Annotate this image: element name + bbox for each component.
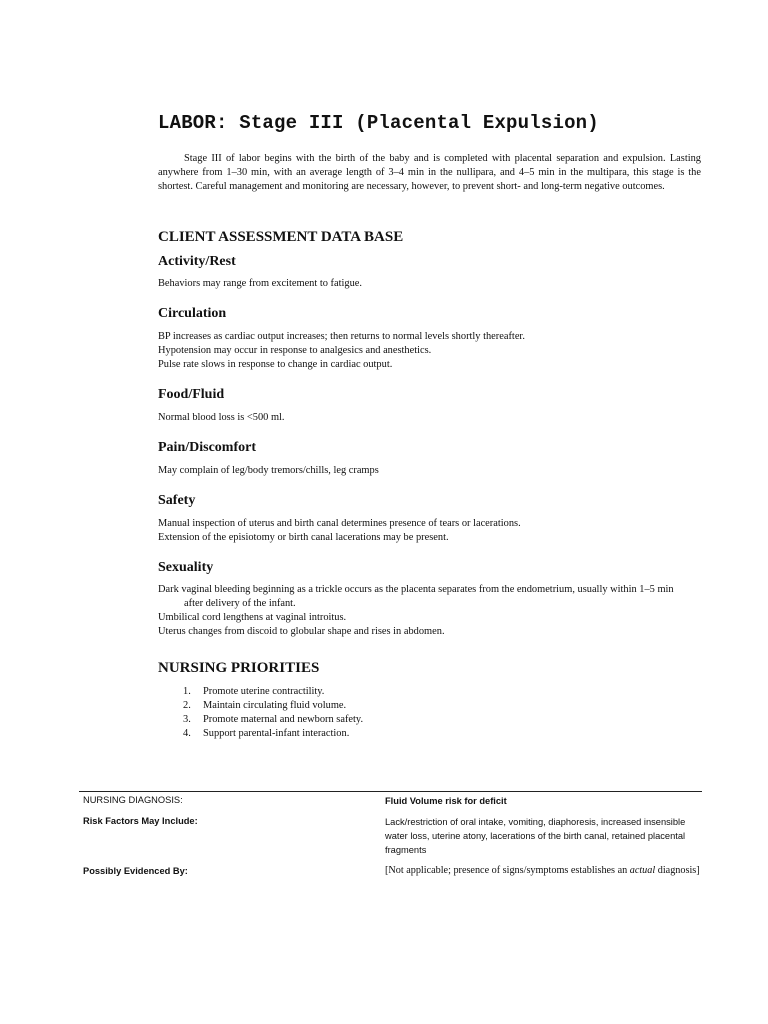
text-line: Normal blood loss is <500 ml. xyxy=(158,412,285,423)
activity-rest-text xyxy=(158,277,703,291)
evidence-text-end: diagnosis] xyxy=(655,865,700,876)
safety-heading: Safety xyxy=(158,493,196,508)
text-line: Pulse rate slows in response to change in cardiac output. xyxy=(158,359,393,370)
text-line: May complain of leg/body tremors/chills, leg cramps xyxy=(158,465,379,476)
pain-discomfort-text xyxy=(158,464,703,478)
list-item xyxy=(183,699,363,713)
text-line: Dark vaginal bleeding beginning as a trickle occurs as the placenta separates from the endometrium, usually within 1–5 min after delivery of the infant. xyxy=(158,584,674,609)
list-number: 3. xyxy=(183,714,191,725)
risk-factors-label: Risk Factors May Include: xyxy=(83,816,198,826)
list-text: Support parental-infant interaction. xyxy=(203,728,350,739)
nursing-priorities-heading: NURSING PRIORITIES xyxy=(158,660,320,676)
evidence-emphasis: actual xyxy=(629,865,656,876)
nursing-diagnosis-label: NURSING DIAGNOSIS: xyxy=(83,795,183,805)
list-item xyxy=(183,727,363,741)
text-line: BP increases as cardiac output increases; then returns to normal levels shortly thereafter. xyxy=(158,331,525,342)
intro-paragraph: Stage III of labor begins with the birth of the baby and is completed with placental separation and expulsion. Lasting anywhere from 1–30 min, with an average length of 3–4 min in the nullipara, and 4–5 min in the multipara, this stage is the shortest. Careful management and monitoring are necessary, however, to prevent short- and long-term negative outcomes. xyxy=(158,153,701,192)
evidence-value xyxy=(385,864,700,878)
nursing-diagnosis-value: Fluid Volume risk for deficit xyxy=(385,796,507,806)
list-number: 2. xyxy=(183,700,191,711)
circulation-heading: Circulation xyxy=(158,306,227,321)
text-line: Behaviors may range from excitement to fatigue. xyxy=(158,278,362,289)
activity-rest-heading: Activity/Rest xyxy=(158,254,236,269)
list-number: 4. xyxy=(183,728,191,739)
divider-rule xyxy=(79,791,702,792)
list-text: Promote uterine contractility. xyxy=(203,686,325,697)
text-line: Umbilical cord lengthens at vaginal introitus. xyxy=(158,612,347,623)
risk-factors-value: Lack/restriction of oral intake, vomiting, diaphoresis, increased insensible water loss, uterine atony, lacerations of the birth canal, retained placental fragments xyxy=(385,817,686,855)
evidence-label: Possibly Evidenced By: xyxy=(83,866,188,876)
page-title: LABOR: Stage III (Placental Expulsion) xyxy=(158,112,599,134)
pain-discomfort-heading: Pain/Discomfort xyxy=(158,440,256,455)
sexuality-text xyxy=(158,583,693,639)
list-item xyxy=(183,713,363,727)
food-fluid-text xyxy=(158,411,703,425)
list-text: Maintain circulating fluid volume. xyxy=(203,700,347,711)
nursing-priorities-list xyxy=(183,685,363,741)
text-line: Uterus changes from discoid to globular shape and rises in abdomen. xyxy=(158,626,445,637)
evidence-text: [Not applicable; presence of signs/symptoms establishes an xyxy=(385,865,630,876)
list-text: Promote maternal and newborn safety. xyxy=(203,714,364,725)
sexuality-heading: Sexuality xyxy=(158,560,214,575)
text-line: Hypotension may occur in response to analgesics and anesthetics. xyxy=(158,345,432,356)
text-line: Manual inspection of uterus and birth canal determines presence of tears or lacerations. xyxy=(158,518,521,529)
circulation-text xyxy=(158,330,703,372)
list-number: 1. xyxy=(183,686,191,697)
food-fluid-heading: Food/Fluid xyxy=(158,387,225,402)
text-line: Extension of the episiotomy or birth canal lacerations may be present. xyxy=(158,532,449,543)
assessment-heading: CLIENT ASSESSMENT DATA BASE xyxy=(158,229,404,245)
list-item xyxy=(183,685,363,699)
safety-text xyxy=(158,517,703,545)
